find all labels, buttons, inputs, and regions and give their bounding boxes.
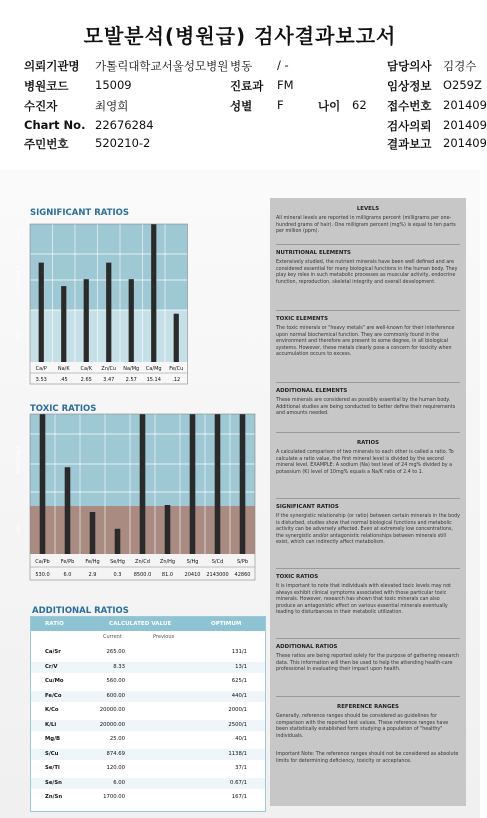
ratio-cell: S/Cu xyxy=(45,750,59,757)
band-label: LOW xyxy=(17,330,22,342)
table-row xyxy=(31,705,265,717)
bar-zn-cd xyxy=(140,414,146,554)
value-label: 8500.0 xyxy=(133,572,152,578)
bar-na-mg xyxy=(129,279,134,362)
bar-s-cd xyxy=(215,414,221,554)
ratio-cell: Ca/Sr xyxy=(45,649,61,655)
value-doctor: 김경수 xyxy=(443,59,477,73)
optimum-cell: 167/1 xyxy=(231,794,247,800)
table-row xyxy=(31,676,265,688)
divider xyxy=(276,638,460,639)
value-label: 6.0 xyxy=(63,572,72,578)
table-row xyxy=(31,778,265,790)
optimum-cell: 2000/1 xyxy=(228,707,247,713)
category-label: S/Pb xyxy=(236,559,249,565)
ratios-heading: RATIOS xyxy=(356,440,380,446)
value-ward: / - xyxy=(277,58,289,72)
bar-zn-cu xyxy=(106,263,111,362)
levels-heading: LEVELS xyxy=(356,206,380,212)
value-sex: F xyxy=(277,98,284,112)
label-hospital-code: 병원코드 xyxy=(24,79,69,93)
value-hospital-code: 15009 xyxy=(95,78,132,92)
significant-ratios-heading: SIGNIFICANT RATIOS xyxy=(276,504,339,510)
additional-ratios-text: These ratios are being reported solely for the purpose of gathering research data. This information will then be used to help the attending health-care professional in evaluating their impact upon health. xyxy=(276,654,459,673)
ratio-cell: Mg/B xyxy=(45,736,61,742)
ratio-cell: Se/Sn xyxy=(45,779,62,786)
divider xyxy=(276,696,460,697)
current-value-cell: 120.00 xyxy=(106,765,125,771)
additional-elements-text: These minerals are considered as possibly essential by the human body. Additional studies are being conducted to better define their requirements and amounts needed. xyxy=(276,398,456,417)
table-row xyxy=(31,734,265,746)
label-chart-no: Chart No. xyxy=(24,118,86,132)
significant-ratios-text: If the synergistic relationship (or ratio) between certain minerals in the body is disturbed, studies show that normal biological functions and metabolic activity can be adversely affected. Even at extremely low concentrations, the synergistic and/or antagonistic relationships between minerals still exist, which can indirectly affect metabolism. xyxy=(276,514,460,546)
value-chart-no: 22676284 xyxy=(95,118,154,132)
current-value-cell: 25.00 xyxy=(109,736,125,742)
divider xyxy=(276,310,460,311)
label-receipt-no: 접수번호 xyxy=(387,99,432,113)
ratio-cell: Se/Tl xyxy=(45,765,60,771)
category-label: Na/Mg xyxy=(123,366,140,372)
label-sex: 성별 xyxy=(230,99,253,113)
category-label: Ca/K xyxy=(80,366,93,372)
sub-current: Current xyxy=(103,634,122,640)
category-label: Fe/Cu xyxy=(169,366,184,372)
category-label: Se/Hg xyxy=(110,559,125,565)
band-label: LOW xyxy=(17,524,22,536)
category-label: Ca/Mg xyxy=(145,366,162,372)
current-value-cell: 20000.00 xyxy=(99,707,125,713)
current-value-cell: 874.69 xyxy=(106,750,125,757)
col-ratio: RATIO xyxy=(45,621,64,627)
ratio-cell: Cr/V xyxy=(45,663,58,670)
nutritional-heading: NUTRITIONAL ELEMENTS xyxy=(276,250,351,256)
value-label: 3.53 xyxy=(35,377,47,383)
bar-ca-p xyxy=(39,263,44,362)
category-label: Ca/P xyxy=(35,366,47,372)
value-label: 2.9 xyxy=(88,572,97,578)
category-label: Zn/Cd xyxy=(135,559,150,565)
label-request-date: 검사의뢰 xyxy=(387,119,432,133)
divider xyxy=(276,432,460,433)
additional-ratios-header xyxy=(31,617,265,631)
nutritional-text: Extensively studied, the nutrient minerals have been well defined and are considered essential for many biological functions in the human body. They play key roles in such metabolic processes as muscular activity, endocrine function, reproduction, skeletal integrity and overall development. xyxy=(276,260,458,285)
value-label: 15.14 xyxy=(146,377,161,383)
label-hospital: 의뢰기관명 xyxy=(24,59,80,73)
table-row xyxy=(31,749,265,761)
table-row xyxy=(31,691,265,703)
label-department: 진료과 xyxy=(230,79,264,93)
explanation-panel xyxy=(270,198,466,806)
toxic-ratios-chart xyxy=(12,410,266,582)
significant-ratios-chart xyxy=(12,218,188,386)
bar-s-hg xyxy=(190,414,196,554)
value-department: FM xyxy=(277,78,294,92)
current-value-cell: 600.00 xyxy=(106,692,125,699)
category-label: Ca/Pb xyxy=(35,559,50,565)
ratios-text: A calculated comparison of two minerals to each other is called a ratio. To calculate a ratio value, the first mineral level is divided by the second mineral level. EXAMPLE: A sodium (Na) test level of 24 mg% divided by a potassium (K) level of 10mg% equals a Na/K ratio of 2.4 to 1. xyxy=(276,450,454,475)
value-label: 42860 xyxy=(234,572,251,578)
divider xyxy=(276,382,460,383)
table-row xyxy=(31,763,265,775)
bar-zn-hg xyxy=(165,505,171,554)
divider xyxy=(276,498,460,499)
table-row xyxy=(31,720,265,732)
category-label: S/Cd xyxy=(211,559,224,565)
bar-fe-cu xyxy=(174,314,179,362)
ratio-cell: Cu/Mo xyxy=(45,678,64,684)
value-hospital: 가톨릭대학교서울성모병원 xyxy=(95,59,229,73)
bar-fe-pb xyxy=(65,467,71,554)
important-note-text: Important Note: The reference ranges should not be considered as absolute limits for determining deficiency, toxicity or acceptance. xyxy=(276,752,459,764)
value-label: 530.0 xyxy=(35,572,50,578)
bar-s-pb xyxy=(240,414,246,554)
reference-ranges-text: Generally, reference ranges should be considered as guidelines for comparison with the reported test values. These reference ranges have been statistically established form studying a population of "healthy" individuals. xyxy=(276,714,449,739)
bar-fe-hg xyxy=(90,512,96,554)
ratio-cell: Zn/Sn xyxy=(45,794,63,800)
optimum-cell: 131/1 xyxy=(231,649,247,655)
optimum-cell: 440/1 xyxy=(231,692,247,699)
value-label: 2.57 xyxy=(125,377,137,383)
bar-ca-mg xyxy=(151,224,156,362)
category-label: S/Hg xyxy=(186,559,199,565)
optimum-cell: 13/1 xyxy=(235,663,247,670)
value-label: 0.3 xyxy=(113,572,122,578)
band-label: ACCEPTABLE xyxy=(17,265,22,295)
table-row xyxy=(31,662,265,674)
current-value-cell: 560.00 xyxy=(106,678,125,684)
label-clinical-info: 임상정보 xyxy=(387,79,432,93)
value-request-date: 201409 xyxy=(443,118,487,132)
optimum-cell: 0.67/1 xyxy=(230,779,247,786)
col-optimum: OPTIMUM xyxy=(211,621,242,627)
category-label: Zn/Hg xyxy=(159,559,176,565)
optimum-cell: 40/1 xyxy=(235,736,247,742)
scanned-report xyxy=(0,170,480,818)
additional-ratios-title: ADDITIONAL RATIOS xyxy=(32,606,129,616)
levels-text: All mineral levels are reported in milligrams percent (milligrams per one-hundred grams of hair). One milligram percent (mg%) is equal to ten parts per million (ppm). xyxy=(276,216,456,235)
divider xyxy=(276,244,460,245)
report-title: 모발분석(병원급) 검사결과보고서 xyxy=(83,24,397,48)
additional-ratios-table xyxy=(30,616,266,812)
value-label: 3.47 xyxy=(103,377,115,383)
toxic-elements-text: The toxic minerals or "heavy metals" are well-known for their interference upon normal biochemical function. They are commonly found in the environment and therefore are present to some degree, in all biological systems. However, these metals clearly pose a concern for toxicity when accumulation occurs to excess. xyxy=(276,326,455,358)
bar-ca-k xyxy=(84,279,89,362)
value-label: 2.65 xyxy=(80,377,92,383)
ratio-cell: K/Co xyxy=(45,707,59,713)
col-calculated: CALCULATED VALUE xyxy=(109,621,172,627)
current-value-cell: 20000.00 xyxy=(99,721,125,728)
label-doctor: 담당의사 xyxy=(387,59,432,73)
additional-ratios-heading: ADDITIONAL RATIOS xyxy=(276,644,338,650)
current-value-cell: 8.33 xyxy=(113,663,125,670)
bar-se-hg xyxy=(115,529,121,554)
category-label: Fe/Pb xyxy=(60,559,75,565)
value-clinical-info: O259Z xyxy=(443,78,482,92)
category-label: Na/K xyxy=(57,366,70,372)
toxic-elements-heading: TOXIC ELEMENTS xyxy=(276,316,328,322)
sub-previous: Previous xyxy=(153,634,175,640)
optimum-cell: 2500/1 xyxy=(228,721,247,728)
category-label: Fe/Hg xyxy=(85,559,100,565)
value-label: .45 xyxy=(59,377,68,383)
divider xyxy=(276,568,460,569)
label-resident-no: 주민번호 xyxy=(24,137,69,151)
current-value-cell: 1700.00 xyxy=(103,794,125,800)
value-receipt-no: 201409 xyxy=(443,98,487,112)
category-label: Zn/Cu xyxy=(101,366,117,372)
band-label: HIGH xyxy=(17,230,22,242)
bar-ca-pb xyxy=(40,414,46,554)
toxic-ratios-title: TOXIC RATIOS xyxy=(30,404,97,414)
additional-elements-heading: ADDITIONAL ELEMENTS xyxy=(276,388,348,394)
table-row xyxy=(31,647,265,659)
bar-na-k xyxy=(61,286,66,362)
value-patient: 최영희 xyxy=(95,99,129,113)
optimum-cell: 1138/1 xyxy=(228,750,247,757)
significant-ratios-title: SIGNIFICANT RATIOS xyxy=(30,208,129,218)
optimum-cell: 625/1 xyxy=(231,678,247,684)
value-label: 81.0 xyxy=(161,572,174,578)
value-age: 62 xyxy=(352,98,367,112)
value-label: 20410 xyxy=(184,572,201,578)
toxic-ratios-text: It is important to note that individuals with elevated toxic levels may not always exhibit clinical symptoms associated with those particular toxic minerals. However, research has shown that toxic minerals can also produce an antagonistic effect on various essential minerals eventually leading to disturbances in their metabolic utilization. xyxy=(276,584,452,616)
optimum-cell: 37/1 xyxy=(235,765,247,771)
band-label: ACCEPTABLE xyxy=(17,445,22,475)
current-value-cell: 6.00 xyxy=(113,779,125,786)
value-label: 2143000 xyxy=(206,572,229,578)
label-patient: 수진자 xyxy=(24,99,58,113)
ratio-cell: K/Li xyxy=(45,721,57,728)
label-ward: 병동 xyxy=(230,59,253,73)
toxic-ratios-heading: TOXIC RATIOS xyxy=(276,574,319,580)
current-value-cell: 265.00 xyxy=(106,649,125,655)
ratio-cell: Fe/Co xyxy=(45,692,62,699)
table-row xyxy=(31,792,265,804)
label-report-date: 결과보고 xyxy=(387,137,432,151)
reference-ranges-heading: REFERENCE RANGES xyxy=(337,704,399,710)
value-label: .12 xyxy=(172,377,181,383)
value-resident-no: 520210-2 xyxy=(95,136,151,150)
value-report-date: 201409 xyxy=(443,136,487,150)
label-age: 나이 xyxy=(318,99,341,113)
